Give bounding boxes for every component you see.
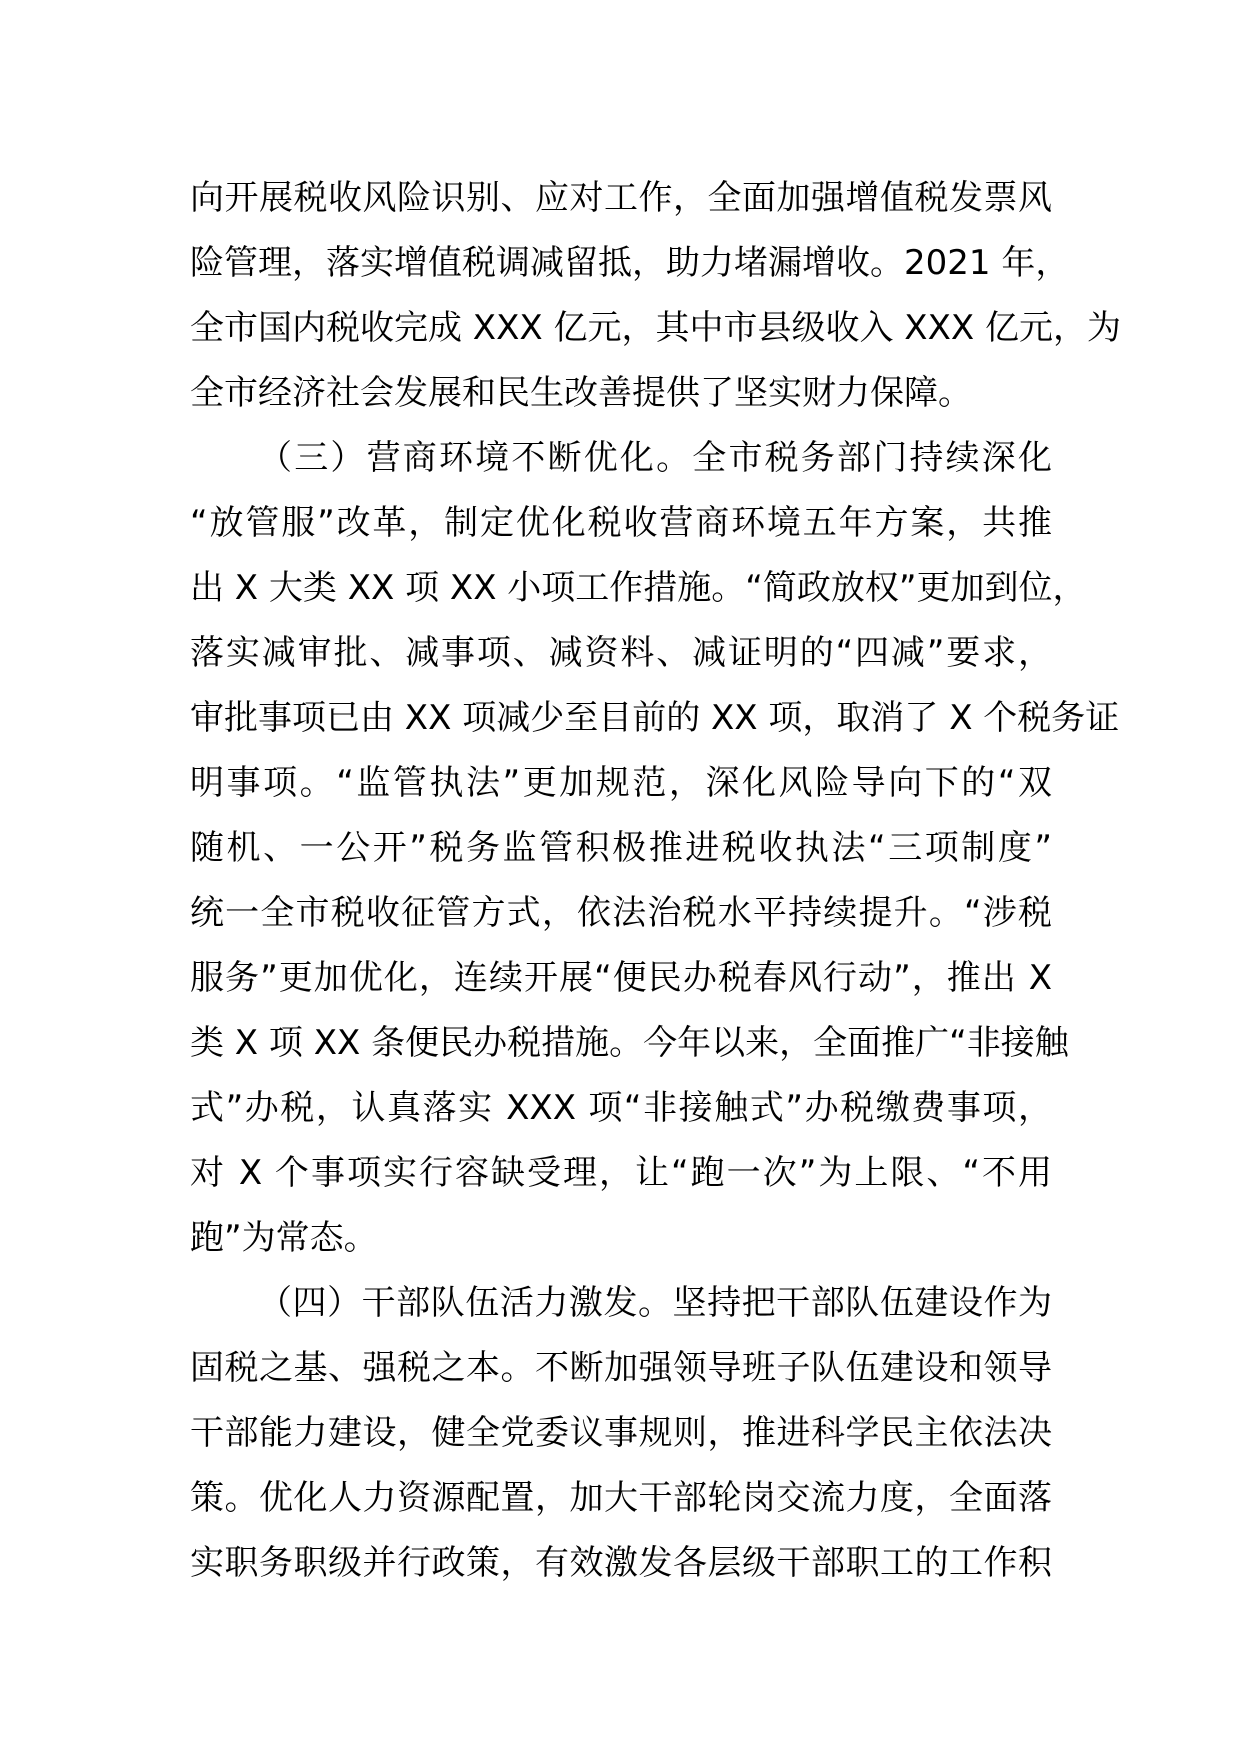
body-text bbox=[190, 166, 1121, 1596]
text-line: “放管服”改革，制定优化税收营商环境五年方案，共推 bbox=[190, 503, 1052, 543]
text-line: 固税之基、强税之本。不断加强领导班子队伍建设和领导 bbox=[190, 1348, 1052, 1388]
text-line: 随机、一公开”税务监管积极推进税收执法“三项制度” bbox=[190, 828, 1052, 868]
text-line: 跑”为常态。 bbox=[190, 1218, 378, 1258]
text-line: 实职务职级并行政策，有效激发各层级干部职工的工作积 bbox=[190, 1543, 1052, 1583]
text-line: 全市国内税收完成 XXX 亿元，其中市县级收入 XXX 亿元，为 bbox=[190, 308, 1121, 348]
text-line: 向开展税收风险识别、应对工作，全面加强增值税发票风 bbox=[190, 178, 1052, 218]
text-line: 审批事项已由 XX 项减少至目前的 XX 项，取消了 X 个税务证 bbox=[190, 698, 1120, 738]
text-line: 干部能力建设，健全党委议事规则，推进科学民主依法决 bbox=[190, 1413, 1052, 1453]
text-line: 类 X 项 XX 条便民办税措施。今年以来，全面推广“非接触 bbox=[190, 1023, 1069, 1063]
text-line: 全市经济社会发展和民生改善提供了坚实财力保障。 bbox=[190, 373, 972, 413]
text-line: （四）干部队伍活力激发。坚持把干部队伍建设作为 bbox=[258, 1283, 1052, 1323]
text-line: 策。优化人力资源配置，加大干部轮岗交流力度，全面落 bbox=[190, 1478, 1052, 1518]
text-line: 出 X 大类 XX 项 XX 小项工作措施。“简政放权”更加到位， bbox=[190, 568, 1087, 608]
text-line: 对 X 个事项实行容缺受理，让“跑一次”为上限、“不用 bbox=[190, 1153, 1052, 1193]
text-line: 统一全市税收征管方式，依法治税水平持续提升。“涉税 bbox=[190, 893, 1052, 933]
text-line: 险管理，落实增值税调减留抵，助力堵漏增收。2021 年， bbox=[190, 243, 1070, 283]
text-line: 服务”更加优化，连续开展“便民办税春风行动”，推出 X bbox=[190, 958, 1052, 998]
text-line: 明事项。“监管执法”更加规范，深化风险导向下的“双 bbox=[190, 763, 1052, 803]
text-line: 式”办税，认真落实 XXX 项“非接触式”办税缴费事项， bbox=[190, 1088, 1052, 1128]
text-line: 落实减审批、减事项、减资料、减证明的“四减”要求， bbox=[190, 633, 1052, 673]
text-line: （三）营商环境不断优化。全市税务部门持续深化 bbox=[258, 438, 1052, 478]
